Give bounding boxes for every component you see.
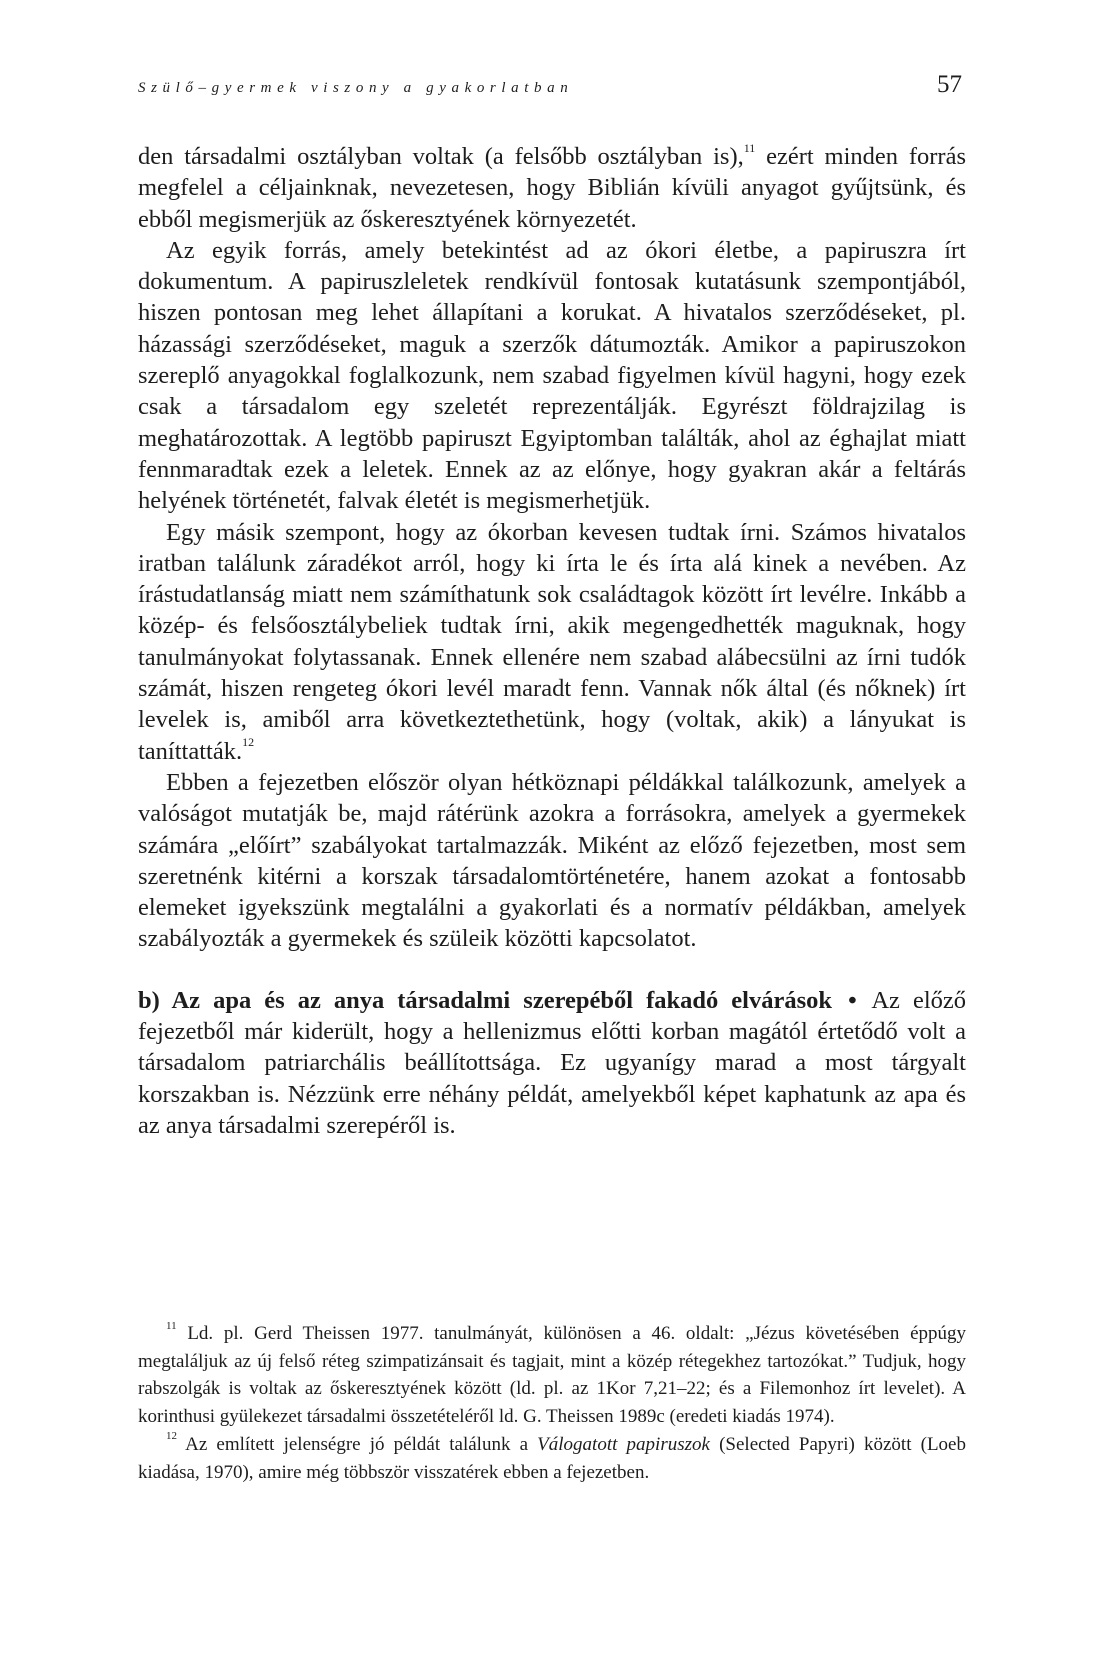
footnote-11 — [138, 1320, 966, 1431]
paragraph-text: Egy másik szempont, hogy az ókorban kevesen tudtak írni. Számos hivatalos iratban találunk záradékot arról, hogy ki írta le és írta alá kinek a nevében. Az írástudatlanság miatt nem számíthatunk sok családtagok között írt levélre. Inkább a közép- és felsőosztálybeliek tudtak írni, akik megengedhették maguknak, hogy tanulmányokat folytassanak. Ennek ellenére nem szabad alábecsülni az írni tudók számát, hiszen rengeteg ókori levél maradt fenn. Vannak nők által (és nőknek) írt levelek is, amiből arra következtethetünk, hogy (voltak, akik) a lányukat is taníttatták. — [138, 518, 966, 765]
footnote-number: 11 — [166, 1319, 177, 1332]
footnote-text: (Selected Papyri) között (Loeb kiadása, 1970), amire még többször visszatérek ebben a fejezetben. — [138, 1433, 966, 1483]
footnote-ref-12: 12 — [242, 735, 255, 750]
footnote-text: Ld. pl. Gerd Theissen 1977. tanulmányát, különösen a 46. oldalt: „Jézus követésében éppúgy megtaláljuk az új felső réteg szimpatizánsait és tagjait, mint a közép rétegekhez tartozókat.” Tudjuk, hogy rabszolgák is voltak az őskeresztyének között (ld. pl. az 1Kor 7,21–22; és a Filemonhoz írt levelet). A korinthusi gyülekezet társadalmi összetételéről ld. G. Theissen 1989c (eredeti kiadás 1974). — [138, 1323, 967, 1428]
section-paragraph — [138, 985, 966, 1141]
section-text: Az előző fejezetből már kiderült, hogy a hellenizmus előtti korban magától értetődő volt a társadalom patriarchális beállítottsága. Ez ugyanígy marad a most tárgyalt korszakban is. Nézzünk erre néhány példát, amelyekből képet kaphatunk az apa és az anya társadalmi szerepéről is. — [138, 986, 967, 1139]
section-title: b) Az apa és az anya társadalmi szerepéből fakadó elvárások — [138, 986, 833, 1014]
footnote-ref-11: 11 — [743, 140, 756, 155]
footnotes — [138, 1320, 966, 1486]
paragraph: Ebben a fejezetben először olyan hétköznapi példákkal találkozunk, amelyek a valóságot mutatják be, majd rátérünk azokra a forrásokra, amelyek a gyermekek számára „előírt” szabályokat tartalmazzák. Miként az előző fejezetben, most sem szeretnénk kitérni a korszak társadalomtörténetére, hanem azokat a fontosabb elemeket igyekszünk megtalálni a gyakorlati és a normatív példákban, amelyek szabályozták a gyermekek és szüleik közötti kapcsolatot. — [138, 768, 966, 953]
paragraph — [138, 517, 966, 767]
running-head: Szülő–gyermek viszony a gyakorlatban — [138, 80, 574, 96]
main-text — [138, 141, 966, 1141]
footnote-12 — [138, 1431, 966, 1486]
bullet-separator: • — [848, 986, 857, 1014]
page-number: 57 — [937, 71, 962, 98]
footnote-text: Az említett jelenségre jó példát találunk a — [185, 1433, 538, 1455]
paragraph-text: ezért minden forrás megfelel a céljainknak, nevezetesen, hogy Biblián kívüli anyagot gyűjtsünk, és ebből megismerjük az őskeresztyének környezetét. — [138, 143, 966, 233]
paragraph-text: den társadalmi osztályban voltak (a felsőbb osztályban is), — [138, 143, 744, 170]
paragraph — [138, 141, 966, 235]
book-title-italic: Válogatott papiruszok — [537, 1433, 710, 1455]
paragraph: Az egyik forrás, amely betekintést ad az ókori életbe, a papiruszra írt dokumentum. A papiruszleletek rendkívül fontosak kutatásunk szempontjából, hiszen pontosan meg lehet állapítani a korukat. A hivatalos szerződéseket, pl. házassági szerződéseket, maguk a szerzők dátumozták. Amikor a papiruszokon szereplő anyagokkal foglalkozunk, nem szabad figyelmen kívül hagyni, hogy ezek csak a társadalom egy szeletét reprezentálják. Egyrészt földrajzilag is meghatározottak. A legtöbb papiruszt Egyiptomban találták, ahol az éghajlat miatt fennmaradtak ezek a leletek. Ennek az az előnye, hogy gyakran akár a feltárás helyének történetét, falvak életét is megismerhetjük. — [138, 236, 966, 515]
footnote-number: 12 — [166, 1430, 177, 1443]
